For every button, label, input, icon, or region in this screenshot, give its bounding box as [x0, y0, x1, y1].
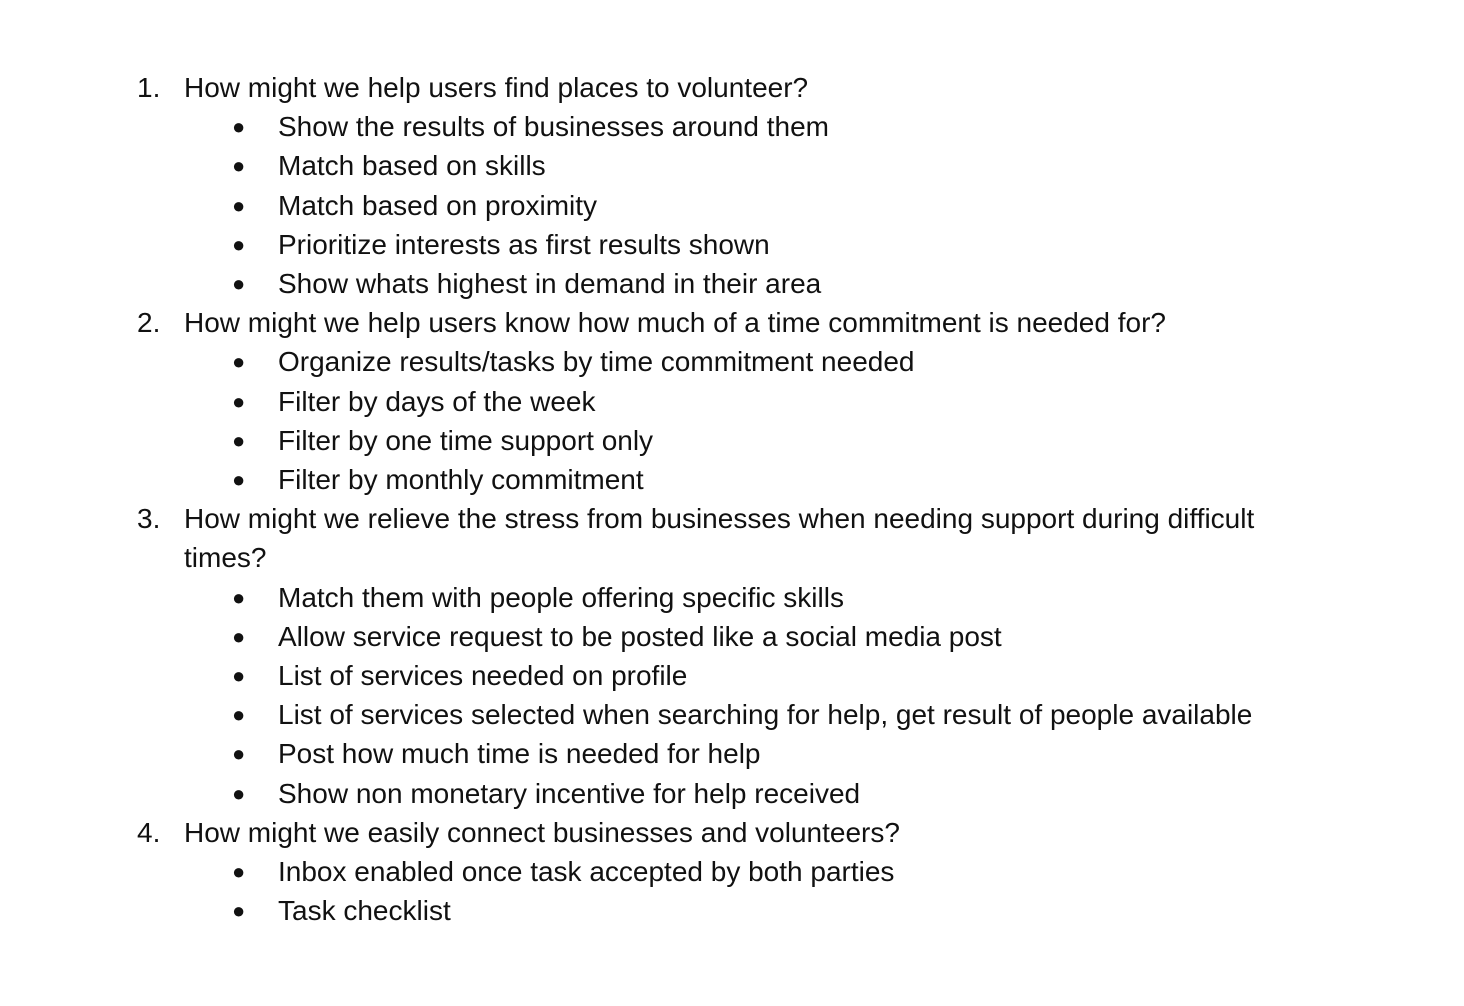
list-item: [0, 382, 1464, 421]
bullet-icon: ●: [232, 584, 246, 610]
list-item: [0, 146, 1464, 185]
question-label: How might we relieve the stress from businesses when needing support during difficult times?: [184, 503, 1255, 574]
list-item-label: Filter by one time support only: [278, 424, 654, 456]
list-item: [0, 734, 1464, 773]
list-item: [0, 617, 1464, 656]
list-item-label: Match based on proximity: [278, 189, 598, 221]
list-item-label: Task checklist: [278, 895, 451, 927]
list-item-label: Organize results/tasks by time commitment needed: [278, 346, 915, 378]
question-4: [0, 813, 1464, 931]
question-label: How might we help users know how much of a time commitment is needed for?: [184, 307, 1166, 339]
list-item-label: Show whats highest in demand in their area: [278, 268, 822, 300]
bullet-icon: ●: [232, 349, 246, 375]
question-text: [0, 813, 1464, 852]
list-item-label: Match them with people offering specific skills: [278, 581, 844, 613]
question-number: 1.: [137, 72, 161, 103]
question-number: 3.: [137, 503, 161, 535]
bullet-icon: ●: [232, 192, 246, 218]
list-item: [0, 852, 1464, 891]
bullet-icon: ●: [232, 663, 246, 689]
question-3: [0, 499, 1464, 813]
bullet-icon: ●: [232, 702, 246, 728]
list-item-label: List of services needed on profile: [278, 660, 688, 692]
list-item-label: Show the results of businesses around them: [278, 111, 829, 143]
bullet-icon: ●: [232, 623, 246, 649]
bullet-icon: ●: [232, 231, 246, 257]
question-number: 2.: [137, 307, 161, 339]
bullet-icon: ●: [232, 898, 246, 924]
list-item-label: Post how much time is needed for help: [278, 738, 761, 770]
question-2: [0, 303, 1464, 499]
question-text: [0, 499, 1464, 577]
list-item-label: Filter by days of the week: [278, 385, 596, 417]
list-item: [0, 774, 1464, 813]
list-item: [0, 891, 1464, 930]
bullet-icon: ●: [232, 388, 246, 414]
list-item-label: Prioritize interests as first results shown: [278, 228, 770, 260]
list-item: [0, 460, 1464, 499]
list-item-label: Allow service request to be posted like a social media post: [278, 620, 1002, 652]
list-item-label: Show non monetary incentive for help received: [278, 777, 861, 809]
bullet-icon: ●: [232, 114, 246, 140]
list-item-label: Match based on skills: [278, 150, 546, 182]
bullet-icon: ●: [232, 467, 246, 493]
list-item-label: Filter by monthly commitment: [278, 464, 644, 496]
list-item: [0, 421, 1464, 460]
question-1: [0, 68, 1464, 303]
bullet-icon: ●: [232, 859, 246, 885]
bullet-icon: ●: [232, 741, 246, 767]
list-item: [0, 695, 1464, 734]
list-item-label: List of services selected when searching for help, get result of people available: [278, 699, 1253, 731]
question-text: [0, 68, 1464, 107]
bullet-icon: ●: [232, 271, 246, 297]
bullet-icon: ●: [232, 427, 246, 453]
list-item: [0, 225, 1464, 264]
list-item: [0, 107, 1464, 146]
list-item: [0, 186, 1464, 225]
document-body: [0, 68, 1464, 930]
bullet-icon: ●: [232, 153, 246, 179]
list-item: [0, 578, 1464, 617]
question-label: How might we help users find places to volunteer?: [184, 72, 809, 103]
question-number: 4.: [137, 816, 161, 848]
question-text: [0, 303, 1464, 342]
bullet-icon: ●: [232, 780, 246, 806]
list-item: [0, 342, 1464, 381]
list-item: [0, 656, 1464, 695]
list-item-label: Inbox enabled once task accepted by both parties: [278, 856, 895, 888]
question-label: How might we easily connect businesses and volunteers?: [184, 816, 900, 848]
list-item: [0, 264, 1464, 303]
